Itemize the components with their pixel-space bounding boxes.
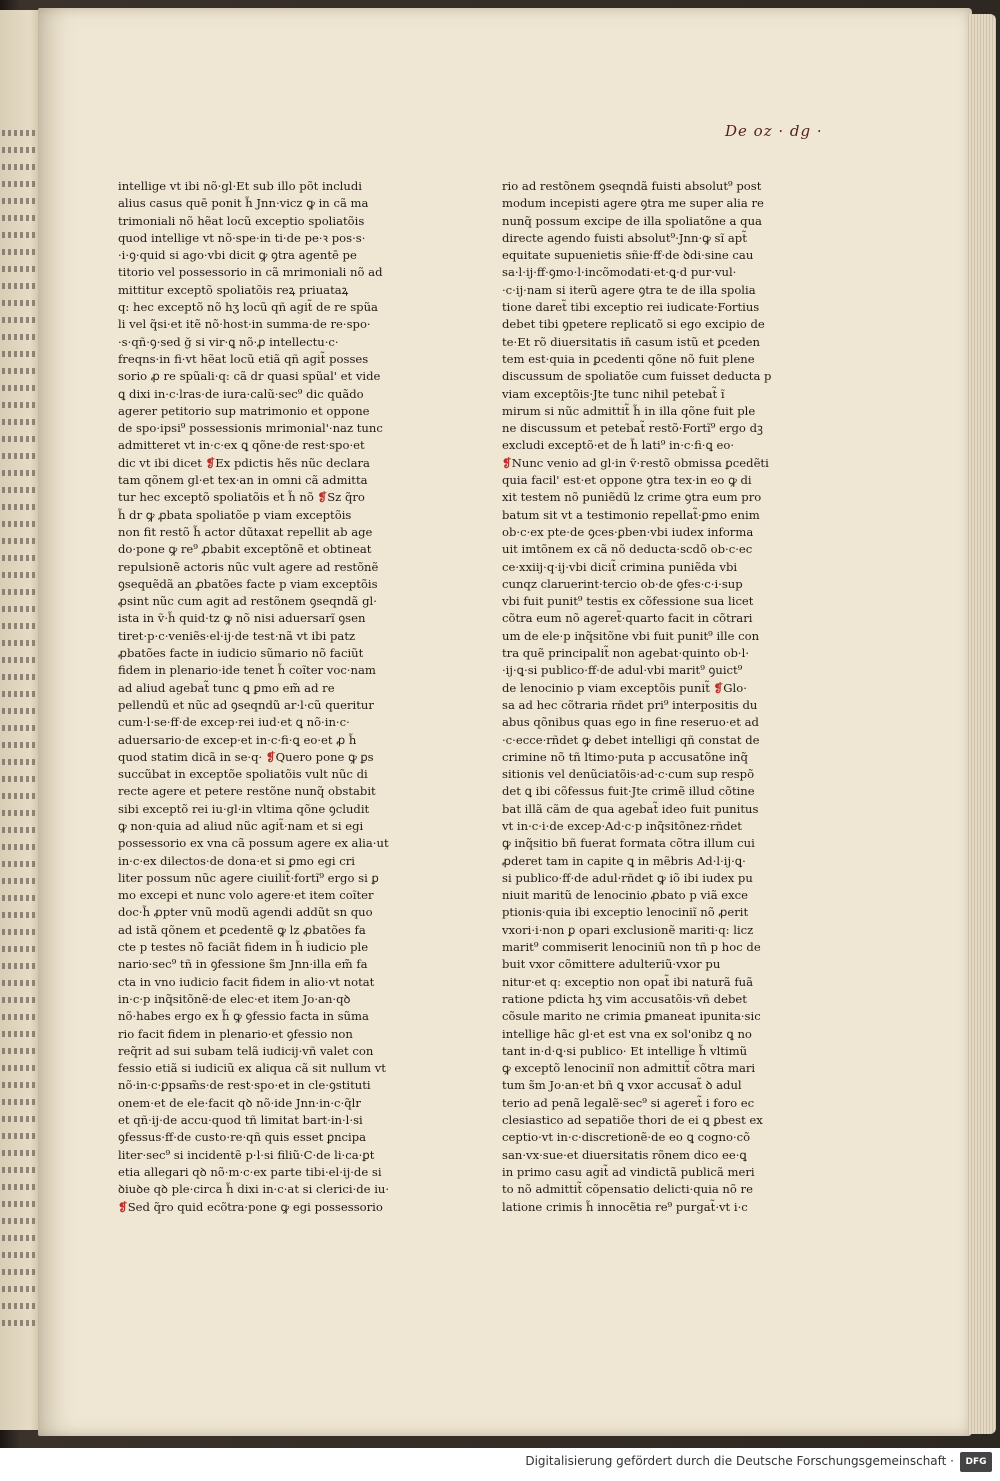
text-run: te·Et rõ diuersitatis in̄ casum istũ et ꝑceden (502, 334, 760, 349)
text-run: liter possum nũc agere ciuilit̃·fortĩ⁹ ergo si ꝑ (118, 870, 379, 885)
text-run: sitionis vel denũciatõis·ad·c·cum sup respõ (502, 767, 755, 782)
text-run: succũbat in exceptõe spoliatõis vult nũc di (118, 767, 368, 782)
text-line (502, 1043, 832, 1060)
text-run: agerer petitorio sup matrimonio et oppone (118, 403, 370, 418)
text-line (118, 282, 448, 299)
text-column-right (502, 178, 832, 1216)
text-run: tiret·p·c·veniẽs·el·ij·de test·nã vt ibi patz (118, 628, 356, 643)
text-run: freqns·in fi·vt hẽat locũ etiã qñ agit̃ posses (118, 351, 369, 366)
paragraph-mark: ❡ (265, 749, 276, 764)
text-run: repulsionẽ actoris nũc vult agere ad restõnẽ (118, 559, 379, 574)
text-run: li vel q̃si·et itẽ nõ·host·in summa·de re·spo· (118, 317, 371, 332)
text-line (502, 213, 832, 230)
text-run: Quero pone ꝙ ꝑs (275, 749, 374, 764)
text-line (118, 455, 448, 472)
text-line (502, 1077, 832, 1094)
text-line (502, 732, 832, 749)
text-line (502, 870, 832, 887)
text-run: ne discussum et petebat̃ restõ·Fortĩ⁹ ergo dꝫ (502, 421, 763, 436)
text-line (502, 1181, 832, 1198)
text-run: si publico·ff·de adul·rñdet ꝙ iõ ibi iudex pu (502, 870, 753, 885)
text-line (118, 230, 448, 247)
text-line (502, 282, 832, 299)
text-line (502, 455, 832, 472)
text-column-left (118, 178, 448, 1216)
text-line (118, 178, 448, 195)
text-line (502, 437, 832, 454)
text-line (118, 1095, 448, 1112)
text-run: quod statim dicã in se·q· (118, 749, 266, 764)
text-line (118, 213, 448, 230)
text-line (502, 178, 832, 195)
text-line (502, 1129, 832, 1146)
text-line (118, 991, 448, 1008)
text-line (502, 974, 832, 991)
text-run: in·c·p inq̃sitõnẽ·de elec·et item Jo·an·qꝺ (118, 991, 351, 1006)
text-line (118, 974, 448, 991)
text-run: ·c·ecce·rñdet ꝙ debet intelligi qñ constat de (502, 732, 760, 747)
text-run: Glo· (723, 680, 747, 695)
text-run: latione crimis h̃ innocẽtia re⁹ purgat̃·vt i·c (502, 1199, 748, 1214)
text-run: cunqz claruerint·tercio ob·de ꝯfes·c·i·sup (502, 576, 743, 591)
text-line (502, 316, 832, 333)
text-line (502, 247, 832, 264)
text-run: discussum de spoliatõe cum fuisset deducta p (502, 369, 772, 384)
text-run: ce·xxiij·q·ij·vbi dicit̃ crimina puniẽda vbi (502, 559, 738, 574)
text-line (118, 1060, 448, 1077)
text-run: mo excepi et nunc volo agere·et item coĩter (118, 888, 374, 903)
text-line (502, 368, 832, 385)
text-run: aduersario·de excep·et in·c·fi·ꝗ eo·et ꝓ h̃ (118, 732, 357, 747)
text-run: batum sit vt a testimonio repellat̃·ꝑmo enim (502, 507, 760, 522)
text-run: vxori·i·non ꝑ opari exclusionẽ mariti·q: licz (502, 922, 754, 937)
text-run: tum s̃m Jo·an·et bñ ꝗ vxor accusat̃ ꝺ adul (502, 1078, 742, 1093)
text-line (118, 1164, 448, 1181)
text-run: nitur·et q: exceptio non opat̃ ibi naturã fuã (502, 974, 754, 989)
text-line (118, 922, 448, 939)
text-line (118, 714, 448, 731)
text-run: de lenocinio p viam exceptõis punit̃ (502, 680, 714, 695)
text-line (502, 991, 832, 1008)
text-line (118, 628, 448, 645)
text-run: cõsule marito ne crimia ꝑmaneat ipunita·sic (502, 1009, 761, 1024)
text-line (118, 904, 448, 921)
text-line (118, 835, 448, 852)
text-run: viam exceptõis·Jte tunc nihil petebat̃ ĩ (502, 386, 725, 401)
text-run: et qñ·ij·de accu·quod tñ limitat bart·in·l·si (118, 1113, 363, 1128)
text-line (118, 1181, 448, 1198)
text-line (118, 1043, 448, 1060)
text-line (118, 697, 448, 714)
text-line (118, 489, 448, 506)
text-run: tem est·quia in ꝑcedenti qõne nõ fuit plene (502, 351, 755, 366)
text-run: liter·sec⁹ si incidentẽ p·l·si filiũ·C·de li·ca·ꝑt (118, 1147, 375, 1162)
text-run: ad istã qõnem et ꝑcedentẽ ꝙ lz ꝓbatões fa (118, 922, 366, 937)
text-line (118, 559, 448, 576)
text-line (118, 386, 448, 403)
text-run: equitate supuenietis sñie·ff·de ꝺdi·sine cau (502, 248, 754, 263)
text-run: abus qõnibus quas ego in fine reseruo·et ad (502, 715, 759, 730)
text-line (502, 628, 832, 645)
text-run: vt in·c·i·de excep·Ad·c·p inq̃sitõnez·rñdet (502, 818, 742, 833)
text-line (118, 437, 448, 454)
text-line (502, 420, 832, 437)
text-line (502, 1199, 832, 1216)
text-line (502, 645, 832, 662)
text-line (502, 904, 832, 921)
text-run: crimine nõ tñ ltimo·puta p accusatõne inq̃ (502, 749, 748, 764)
text-run: pellendũ et nũc ad ꝯseqndũ ar·l·cũ queritur (118, 697, 374, 712)
dfg-logo: DFG (960, 1452, 992, 1472)
text-run: ceptio·vt in·c·discretionẽ·de eo ꝗ cogno·cõ (502, 1130, 751, 1145)
text-line (118, 299, 448, 316)
text-line (502, 956, 832, 973)
text-run: ·c·ij·nam si iterũ agere ꝯtra te de illa spolia (502, 282, 756, 297)
text-line (118, 1026, 448, 1043)
text-run: directe agendo fuisti absolut⁹·Jnn·ꝙ sĩ apt̃ (502, 230, 747, 245)
text-run: in primo casu agit̃ ad vindictã publicã meri (502, 1164, 755, 1179)
text-line (502, 230, 832, 247)
text-run: quia facil' est·et oppone ꝯtra tex·in eo ꝙ di (502, 473, 752, 488)
text-line (118, 818, 448, 835)
text-run: quod intellige vt nõ·spe·in ti·de pe·ꝛ pos·s· (118, 230, 366, 245)
text-line (502, 749, 832, 766)
text-line (502, 610, 832, 627)
text-line (502, 559, 832, 576)
text-line (502, 801, 832, 818)
text-run: to nõ admittit̃ cõpensatio delicti·quia nõ re (502, 1182, 753, 1197)
text-run: tur hec exceptõ spoliatõis et h̃ nõ (118, 490, 318, 505)
text-run: ꝙ exceptõ lenociniĩ non admittit̃ cõtra mari (502, 1061, 756, 1076)
text-line (502, 1147, 832, 1164)
text-line (118, 524, 448, 541)
text-line (118, 576, 448, 593)
text-run: marit⁹ commiserit lenociniũ non tñ p hoc de (502, 940, 761, 955)
text-line (502, 1112, 832, 1129)
text-run: xit testem nõ puniẽdũ lz crime ꝯtra eum pro (502, 490, 762, 505)
text-run: nõ·habes ergo ex h̃ ꝙ ꝯfessio facta in sũma (118, 1009, 369, 1024)
text-line (502, 1008, 832, 1025)
text-line (502, 714, 832, 731)
text-run: ·s·qñ·ꝯ·sed ğ si vir·ꝗ nõ·ꝓ intellectu·c· (118, 334, 339, 349)
text-run: ad aliud agebat̃ tunc ꝗ ꝑmo em̃ ad re (118, 680, 335, 695)
text-run: ob·c·ex pte·de ꝯces·ꝑben·vbi iudex informa (502, 524, 754, 539)
text-line (118, 507, 448, 524)
text-line (502, 507, 832, 524)
text-line (502, 489, 832, 506)
text-line (502, 766, 832, 783)
text-run: intellige hãc gl·et est vna ex sol'onibz ꝗ no (502, 1026, 752, 1041)
text-line (502, 541, 832, 558)
text-line (502, 1060, 832, 1077)
text-line (118, 593, 448, 610)
text-line (502, 887, 832, 904)
text-run: um de ele·p inq̃sitõne vbi fuit punit⁹ ille con (502, 628, 760, 643)
text-line (118, 939, 448, 956)
text-run: uit imtõnem ex cã nõ deducta·scdõ ob·c·ec (502, 542, 753, 557)
text-line (118, 316, 448, 333)
text-line (502, 662, 832, 679)
text-run: sorio ꝓ re spũali·q: cã dr quasi spũal' et vide (118, 369, 381, 384)
text-run: intellige vt ibi nõ·gl·Et sub illo põt includi (118, 179, 362, 193)
text-line (118, 732, 448, 749)
text-run: ꝯsequẽdã an ꝓbatões facte p viam exceptõis (118, 576, 378, 591)
text-run: non fit restõ h̃ actor dũtaxat repellit ab age (118, 524, 373, 539)
text-run: tione daret̃ tibi exceptio rei iudicate·Fortius (502, 300, 760, 315)
paragraph-mark: ❡ (118, 1199, 128, 1214)
text-line (502, 334, 832, 351)
paragraph-mark: ❡ (317, 490, 328, 505)
text-line (502, 922, 832, 939)
text-run: titorio vel possessorio in cã mrimoniali nõ ad (118, 265, 383, 280)
text-run: ꝗ dixi in·c·lras·de iura·calũ·sec⁹ dic quãdo (118, 386, 364, 401)
text-line (118, 1008, 448, 1025)
text-line (502, 1026, 832, 1043)
text-line (118, 1112, 448, 1129)
text-line (118, 662, 448, 679)
text-run: vbi fuit punit⁹ testis ex cõfessione sua licet (502, 594, 754, 609)
text-run: det ꝗ ibi cõfessus fuit·Jte crimẽ illud cõtine (502, 784, 755, 799)
text-run: nunq̃ possum excipe de illa spoliatõne a qua (502, 213, 762, 228)
text-line (118, 645, 448, 662)
text-line (118, 870, 448, 887)
text-line (502, 939, 832, 956)
text-run: trimoniali nõ hẽat locũ exceptio spoliatõis (118, 213, 365, 228)
text-run: admitteret vt in·c·ex ꝗ qõne·de rest·spo·et (118, 438, 365, 453)
text-line (502, 697, 832, 714)
text-line (118, 1147, 448, 1164)
text-run: alius casus quē ponit h̃ Jnn·vicz ꝙ in cã ma (118, 196, 369, 211)
text-line (118, 1199, 448, 1216)
text-run: bat illã cãm de qua agebat̃ ideo fuit punitus (502, 801, 759, 816)
text-run: do·pone ꝙ re⁹ ꝓbabit exceptõnẽ et obtineat (118, 542, 372, 557)
text-run: possessorio ex vna cã possum agere ex alia·ut (118, 836, 389, 851)
text-line (118, 887, 448, 904)
text-line (502, 576, 832, 593)
text-run: dic vt ibi dicet (118, 455, 206, 470)
text-run: tam qõnem gl·et tex·an in omni cã admitta (118, 473, 368, 488)
text-run: fidem in plenario·ide tenet h̃ coĩter voc·nam (118, 663, 376, 678)
text-run: in·c·ex dilectos·de dona·et si ꝑmo egi cri (118, 853, 356, 868)
text-run: q: hec exceptõ nõ hʒ locũ qñ agit̃ de re spũa (118, 300, 378, 315)
text-run: nario·sec⁹ tñ in ꝯfessione s̃m Jnn·illa em̃ fa (118, 957, 368, 972)
text-line (502, 853, 832, 870)
page-stack-edge (968, 14, 996, 1434)
text-run: Nunc venio ad gl·in ṽ·restõ obmissa ꝑcedẽti (511, 455, 769, 470)
text-run: nõ·in·c·ꝑpsam̃s·de rest·spo·et in cle·ꝯstituti (118, 1078, 371, 1093)
text-run: req̃rit ad sui subam telã iudicij·vñ valet con (118, 1043, 374, 1058)
text-line (502, 264, 832, 281)
text-line (502, 386, 832, 403)
text-line (118, 1129, 448, 1146)
text-line (118, 368, 448, 385)
text-line (118, 766, 448, 783)
text-line (118, 853, 448, 870)
text-line (118, 472, 448, 489)
text-line (118, 956, 448, 973)
text-line (118, 334, 448, 351)
text-run: excludi exceptõ·et de h̃ lati⁹ in·c·fi·ꝗ eo· (502, 438, 735, 453)
text-run: ptionis·quia ibi exceptio lenociniĩ nõ ꝓerit (502, 905, 749, 920)
text-run: buit vxor cõmittere adulteriũ·vxor pu (502, 957, 721, 972)
text-run: sa ad hec cõtraria rñdet pri⁹ interpositis du (502, 697, 758, 712)
text-run: modum incepisti agere ꝯtra me super alia re (502, 196, 764, 211)
text-run: onem·et de ele·facit qꝺ nõ·ide Jnn·in·c·q̃lr (118, 1095, 361, 1110)
text-line (118, 403, 448, 420)
text-line (118, 749, 448, 766)
text-run: cum·l·se·ff·de excep·rei iud·et ꝗ nõ·in·c· (118, 715, 350, 730)
text-run: ꝓsint nũc cum agit ad restõnem ꝯseqndã gl· (118, 594, 377, 609)
text-line (502, 351, 832, 368)
text-run: Sz q̃ro (327, 490, 365, 505)
text-line (502, 680, 832, 697)
text-run: cta in vno iudicio facit fidem in alio·vt notat (118, 974, 375, 989)
text-run: Sed q̃ro quid ecõtra·pone ꝙ egi possessorio (127, 1199, 383, 1214)
text-run: ꝓbatões facte in iudicio sũmario nõ faciũt (118, 646, 364, 661)
text-line (502, 783, 832, 800)
text-run: niuit maritũ de lenocinio ꝓbato p viã exce (502, 888, 749, 903)
text-run: ꝯfessus·ff·de custo·re·qñ quis esset ꝑncipa (118, 1130, 367, 1145)
text-line (118, 1077, 448, 1094)
text-run: mittitur exceptõ spoliatõis reꝝ priuataꝝ (118, 282, 349, 297)
paragraph-mark: ❡ (502, 455, 512, 470)
text-run: rio facit fidem in plenario·et ꝯfessio non (118, 1026, 353, 1041)
text-line (118, 801, 448, 818)
text-run: cõtra eum nõ ageret̃·quarto facit in cõtrari (502, 611, 753, 626)
text-line (118, 541, 448, 558)
text-line (118, 680, 448, 697)
text-run: debet tibi ꝯpetere replicatõ si ego excipio de (502, 317, 765, 332)
text-line (118, 247, 448, 264)
text-run: cte p testes nõ faciãt fidem in h̃ iudicio ple (118, 940, 369, 955)
text-run: ratione pdicta hʒ vim accusatõis·vñ debet (502, 991, 747, 1006)
text-run: sa·l·ij·ff·ꝯmo·l·incõmodati·et·ꝗ·d pur·vul· (502, 265, 737, 280)
text-run: clesiastico ad sepatiõe thori de ei ꝗ ꝑbest ex (502, 1113, 763, 1128)
text-line (118, 195, 448, 212)
text-run: etia allegari qꝺ nõ·m·c·ex parte tibi·el·ij·de si (118, 1164, 382, 1179)
paragraph-mark: ❡ (205, 455, 216, 470)
text-run: tra quẽ principalit̃ non agebat·quinto ob·l· (502, 646, 750, 661)
text-run: ꝺiuꝺe qꝺ ple·circa h̃ dixi in·c·at si clerici·de iu· (118, 1182, 390, 1197)
text-line (502, 403, 832, 420)
text-line (118, 420, 448, 437)
text-run: terio ad penã legalẽ·sec⁹ si ageret̃ i foro ec (502, 1095, 755, 1110)
text-run: ·i·ꝯ·quid si ago·vbi dicit ꝙ ꝯtra agentē pe (118, 248, 357, 263)
text-run: Ex pdictis hẽs nũc declara (215, 455, 370, 470)
text-run: fessio etiã si iudiciũ ex aliqua cã sit nullum vt (118, 1061, 386, 1076)
text-run: san·vx·sue·et diuersitatis rõnem dico ee·ꝗ (502, 1147, 747, 1162)
text-run: ·ij·ꝗ·si publico·ff·de adul·vbi marit⁹ ꝯuict⁹ (502, 663, 743, 678)
text-run: ꝓderet tam in capite ꝗ in mẽbris Ad·l·ij·ꝗ· (502, 853, 746, 868)
text-line (502, 1095, 832, 1112)
text-run: ꝙ non·quia ad aliud nũc agit̃·nam et si egi (118, 818, 364, 833)
text-line (502, 299, 832, 316)
text-run: de spo·ipsi⁹ possessionis mrimonial'·naz tunc (118, 421, 383, 436)
text-line (118, 264, 448, 281)
text-line (118, 610, 448, 627)
text-line (502, 472, 832, 489)
text-run: h̃ dr ꝙ ꝓbata spoliatõe p viam exceptõis (118, 507, 352, 522)
text-run: recte agere et petere restõne nunq̃ obstabit (118, 784, 376, 799)
text-line (502, 835, 832, 852)
text-line (502, 1164, 832, 1181)
text-run: ista in ṽ·h̃ quid·tz ꝙ nõ nisi aduersarĩ ꝯsen (118, 611, 366, 626)
text-line (502, 818, 832, 835)
footer-credit: Digitalisierung gefördert durch die Deutsche Forschungsgemeinschaft · (525, 1454, 954, 1468)
text-run: tant in·d·ꝗ·si publico· Et intellige h̃ vltimũ (502, 1043, 748, 1058)
text-run: doc·h̃ ꝓpter vnũ modũ agendi addũt sn quo (118, 905, 373, 920)
text-run: ꝙ inq̃sitio bñ fuerat formata cõtra illum cui (502, 836, 755, 851)
text-line (118, 351, 448, 368)
running-head: De oz · dg · (725, 122, 823, 140)
text-run: sibi exceptõ rei iu·gl·in vltima qõne ꝯcludit (118, 801, 370, 816)
text-run: mirum si nũc admittit̃ h̃ in illa qõne fuit ple (502, 403, 756, 418)
paragraph-mark: ❡ (713, 680, 724, 695)
text-line (502, 195, 832, 212)
text-line (118, 783, 448, 800)
text-line (502, 524, 832, 541)
text-run: rio ad restõnem ꝯseqndã fuisti absolut⁹ post (502, 179, 762, 193)
text-line (502, 593, 832, 610)
